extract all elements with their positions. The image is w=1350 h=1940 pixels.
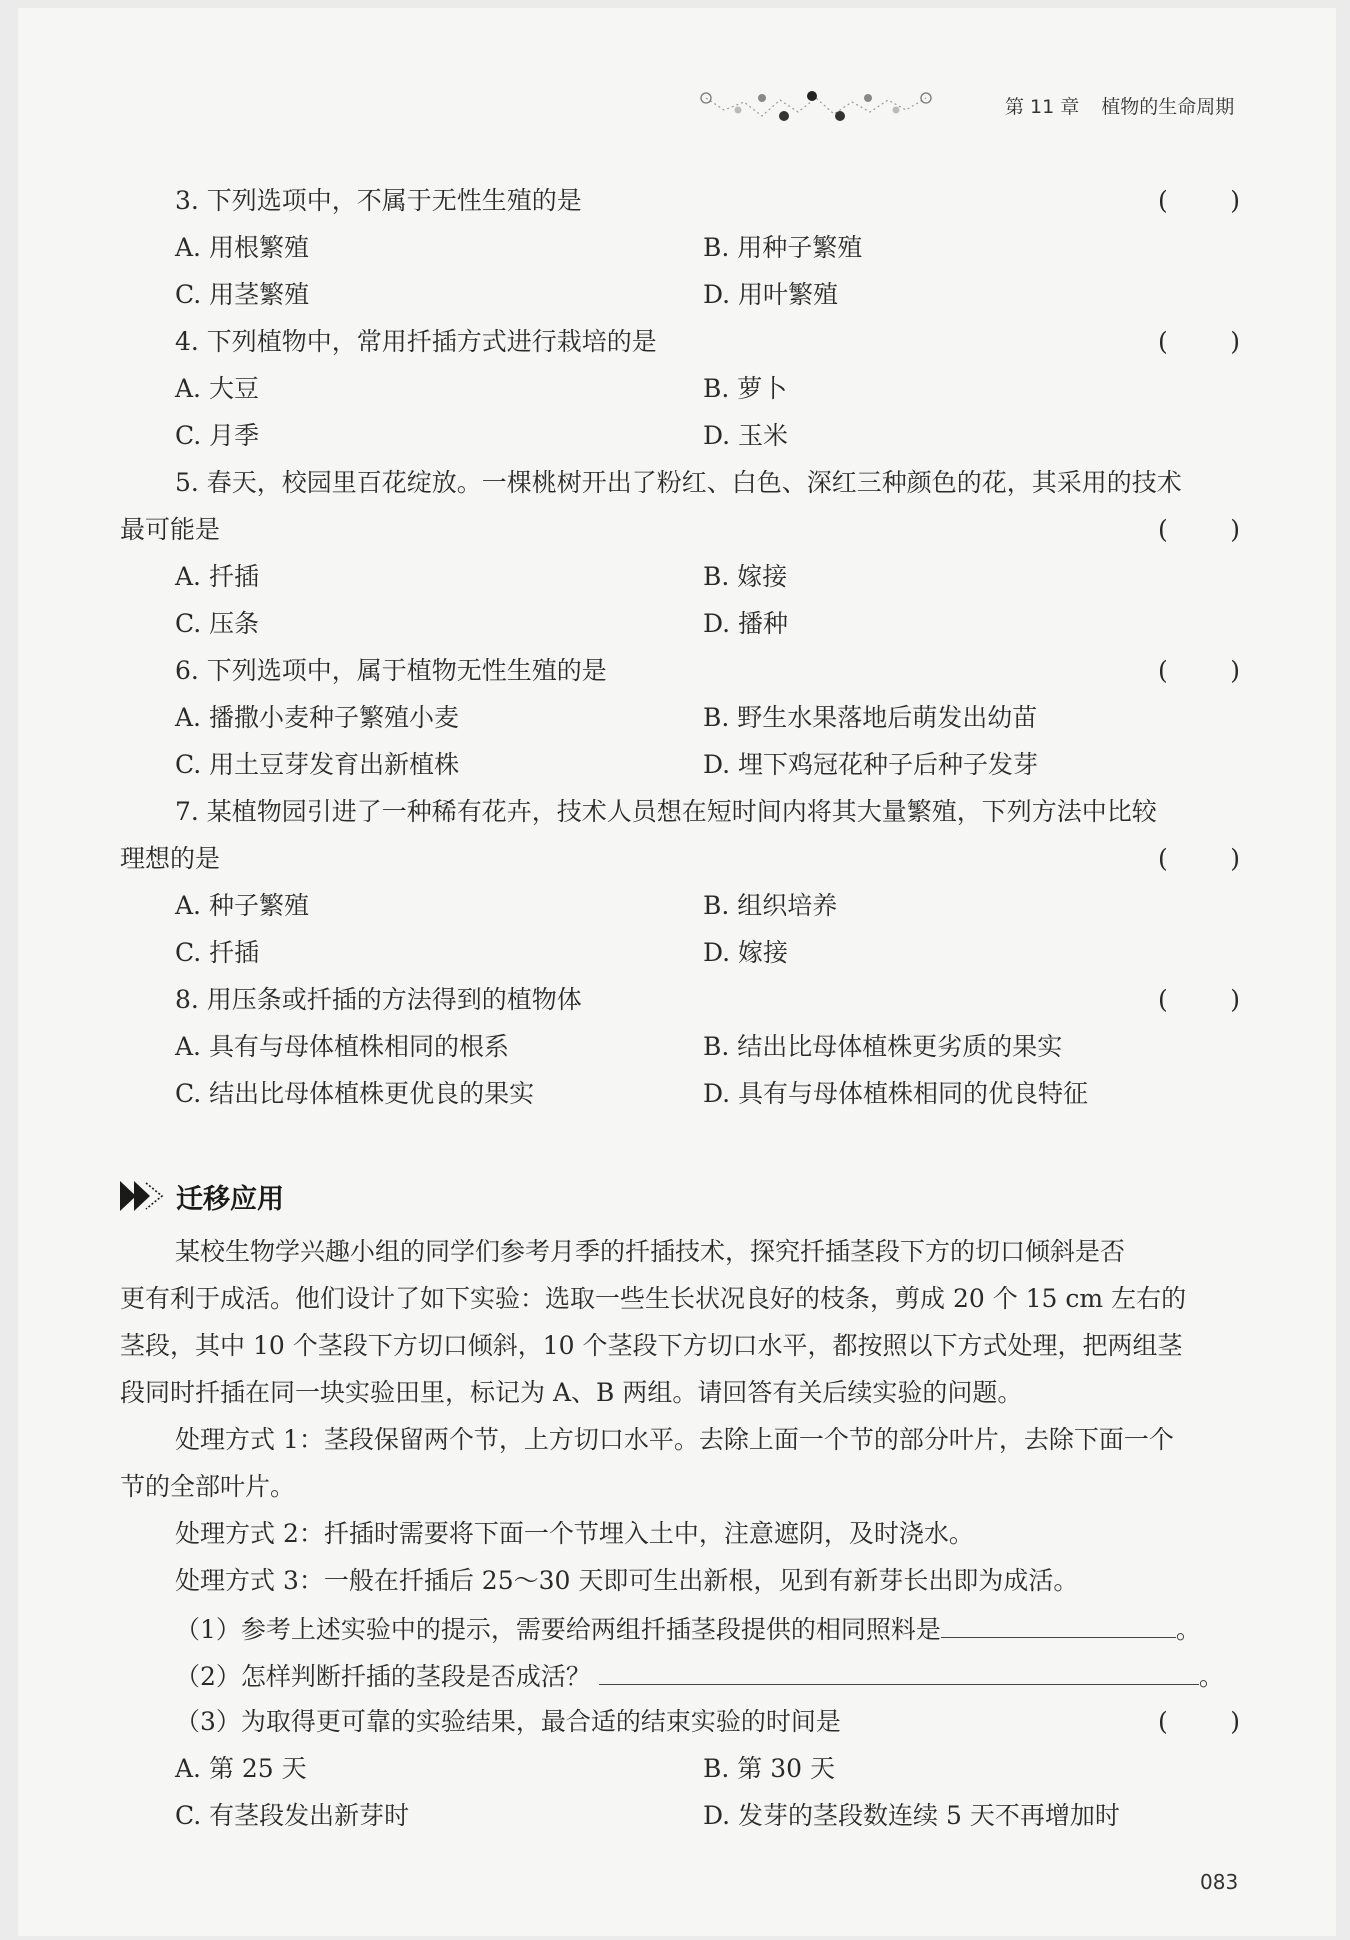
option-c: C. 结出比母体植株更优良的果实: [175, 1079, 535, 1108]
answer-blank[interactable]: [599, 1660, 1199, 1685]
method-1: 处理方式 1：茎段保留两个节，上方切口水平。去除上面一个节的部分叶片，去除下面一个: [175, 1425, 1174, 1454]
option-b: B. 第 30 天: [703, 1754, 835, 1783]
option-c: C. 扦插: [175, 938, 260, 967]
option-a: A. 第 25 天: [175, 1754, 307, 1783]
option-c: C. 用茎繁殖: [175, 280, 310, 309]
subquestion-1: [175, 1613, 1201, 1645]
method-2: 处理方式 2：扦插时需要将下面一个节埋入土中，注意遮阴，及时浇水。: [175, 1519, 974, 1548]
paren-open: (: [1158, 327, 1168, 356]
paren-close: ): [1230, 844, 1240, 873]
passage-line: 更有利于成活。他们设计了如下实验：选取一些生长状况良好的枝条，剪成 20 个 15 cm 左右的: [120, 1284, 1187, 1313]
paren-open: (: [1158, 515, 1168, 544]
answer-blank[interactable]: [941, 1613, 1176, 1638]
option-b: B. 野生水果落地后萌发出幼苗: [703, 703, 1038, 732]
option-b: B. 用种子繁殖: [703, 233, 863, 262]
paren-close: ): [1230, 186, 1240, 215]
answer-paren: [1158, 1707, 1240, 1737]
option-b: B. 嫁接: [703, 562, 788, 591]
option-a: A. 播撒小麦种子繁殖小麦: [175, 703, 459, 732]
question-stem: 8. 用压条或扦插的方法得到的植物体: [175, 985, 582, 1014]
option-a: A. 具有与母体植株相同的根系: [175, 1032, 509, 1061]
paren-open: (: [1158, 844, 1168, 873]
section-title: 迁移应用: [176, 1183, 284, 1215]
paren-open: (: [1158, 1707, 1168, 1736]
passage-line: 某校生物学兴趣小组的同学们参考月季的扦插技术，探究扦插茎段下方的切口倾斜是否: [175, 1237, 1126, 1266]
option-c: C. 有茎段发出新芽时: [175, 1801, 410, 1830]
chapter-title: 植物的生命周期: [1101, 96, 1235, 118]
option-a: A. 用根繁殖: [175, 233, 309, 262]
passage-line: 段同时扦插在同一块实验田里，标记为 A、B 两组。请回答有关后续实验的问题。: [120, 1378, 1023, 1407]
question-stem: 3. 下列选项中，不属于无性生殖的是: [175, 186, 582, 215]
chapter-number: 第 11 章: [1005, 96, 1080, 118]
end-mark: 。: [1198, 1662, 1224, 1691]
option-b: B. 组织培养: [703, 891, 838, 920]
subquestion-1-text: （1）参考上述实验中的提示，需要给两组扦插茎段提供的相同照料是: [175, 1615, 941, 1644]
paren-open: (: [1158, 656, 1168, 685]
subquestion-2-text: （2）怎样判断扦插的茎段是否成活？: [175, 1662, 591, 1691]
option-d: D. 埋下鸡冠花种子后种子发芽: [703, 750, 1039, 779]
option-a: A. 大豆: [175, 374, 259, 403]
paren-close: ): [1230, 515, 1240, 544]
option-d: D. 发芽的茎段数连续 5 天不再增加时: [703, 1801, 1120, 1830]
option-b: B. 萝卜: [703, 374, 788, 403]
question-stem: 6. 下列选项中，属于植物无性生殖的是: [175, 656, 607, 685]
option-d: D. 玉米: [703, 421, 789, 450]
option-d: D. 具有与母体植株相同的优良特征: [703, 1079, 1089, 1108]
question-stem-continued: 最可能是: [120, 515, 221, 544]
option-c: C. 用土豆芽发育出新植株: [175, 750, 460, 779]
passage-line: 茎段，其中 10 个茎段下方切口倾斜，10 个茎段下方切口水平，都按照以下方式处理，把两组茎: [120, 1331, 1183, 1360]
question-stem-continued: 理想的是: [120, 844, 221, 873]
subquestion-3: （3）为取得更可靠的实验结果，最合适的结束实验的时间是: [175, 1707, 841, 1736]
option-d: D. 播种: [703, 609, 789, 638]
option-d: D. 用叶繁殖: [703, 280, 839, 309]
option-b: B. 结出比母体植株更劣质的果实: [703, 1032, 1063, 1061]
method-3: 处理方式 3：一般在扦插后 25～30 天即可生出新根，见到有新芽长出即为成活。: [175, 1566, 1079, 1595]
option-d: D. 嫁接: [703, 938, 789, 967]
option-a: A. 扦插: [175, 562, 259, 591]
paren-open: (: [1158, 985, 1168, 1014]
paren-close: ): [1230, 1707, 1240, 1736]
option-c: C. 月季: [175, 421, 260, 450]
page-number: 083: [1200, 1870, 1239, 1894]
option-a: A. 种子繁殖: [175, 891, 309, 920]
option-c: C. 压条: [175, 609, 260, 638]
paren-close: ): [1230, 327, 1240, 356]
paren-close: ): [1230, 985, 1240, 1014]
question-stem: 7. 某植物园引进了一种稀有花卉，技术人员想在短时间内将其大量繁殖，下列方法中比较: [175, 797, 1157, 826]
subquestion-2: [175, 1660, 1224, 1692]
question-stem: 5. 春天，校园里百花绽放。一棵桃树开出了粉红、白色、深红三种颜色的花，其采用的技术: [175, 468, 1182, 497]
paren-open: (: [1158, 186, 1168, 215]
question-stem: 4. 下列植物中，常用扦插方式进行栽培的是: [175, 327, 657, 356]
paren-close: ): [1230, 656, 1240, 685]
end-mark: 。: [1175, 1615, 1201, 1644]
method-1-continued: 节的全部叶片。: [120, 1472, 296, 1501]
